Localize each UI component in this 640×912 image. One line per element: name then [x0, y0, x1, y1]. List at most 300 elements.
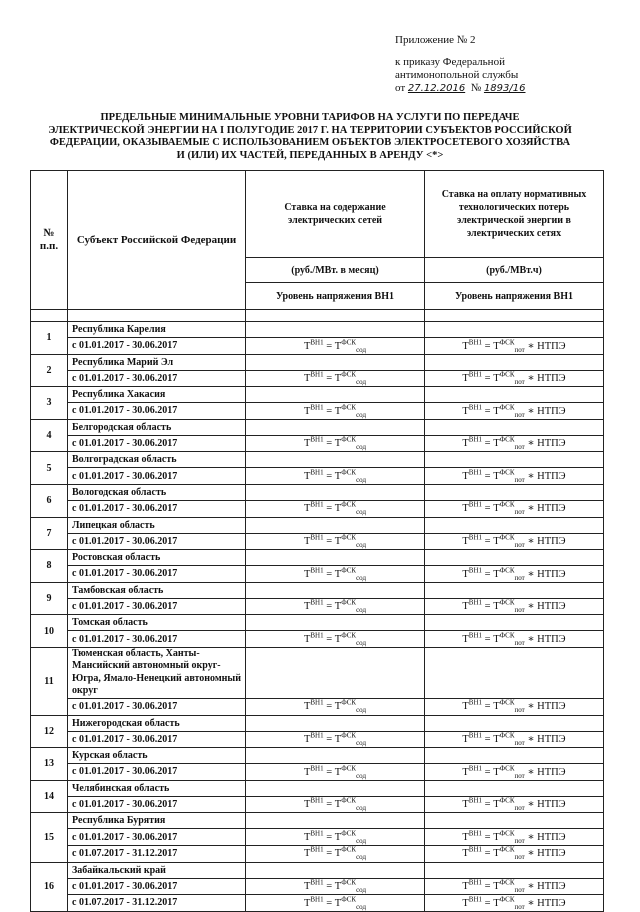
period-row: [31, 631, 604, 648]
formula-superscript: ВН1: [310, 338, 324, 346]
formula-equals: =: [323, 633, 335, 645]
formula-equals: =: [482, 438, 494, 450]
formula-subscript: пот: [514, 508, 525, 517]
formula-subscript: пот: [514, 739, 525, 748]
formula-subscript: сод: [356, 886, 367, 895]
losses-formula: [462, 566, 566, 582]
formula-equals: =: [482, 799, 494, 811]
losses-formula: [462, 598, 566, 615]
losses-voltage-level: Уровень напряжения ВН1: [425, 283, 604, 310]
maintenance-rate-cell: [246, 698, 425, 715]
formula-equals: =: [482, 568, 494, 580]
formula-equals: =: [323, 881, 335, 892]
subject-name: Курская область: [68, 748, 246, 764]
formula-superscript: ФСК: [341, 731, 357, 740]
subject-row: [31, 582, 604, 598]
formula-equals: =: [482, 633, 494, 645]
formula-equals: =: [323, 897, 335, 909]
subject-row: [31, 813, 604, 829]
maintenance-formula: [303, 598, 367, 615]
document-title: [30, 112, 590, 162]
empty-cell: [425, 550, 604, 566]
period: с 01.01.2017 - 30.06.2017: [68, 435, 246, 452]
formula-superscript: ФСК: [499, 845, 515, 854]
period: с 01.07.2017 - 31.12.2017: [68, 845, 246, 862]
row-number: 13: [31, 748, 68, 781]
subject-name: Липецкая область: [68, 517, 246, 533]
losses-formula: [462, 845, 566, 862]
formula-symbol: T: [303, 340, 311, 352]
formula-equals: =: [482, 536, 494, 548]
losses-rate-cell: [425, 566, 604, 583]
empty-cell: [246, 354, 425, 370]
period: с 01.01.2017 - 30.06.2017: [68, 338, 246, 355]
formula-equals: =: [482, 470, 494, 482]
maintenance-formula: [303, 566, 367, 582]
subject-name: Тюменская область, Ханты-Мансийский автономный округ-Югра, Ямало-Ненецкий автономный округ: [68, 647, 246, 698]
period: с 01.01.2017 - 30.06.2017: [68, 764, 246, 781]
formula-subscript: пот: [514, 706, 525, 715]
losses-rate-cell: [425, 370, 604, 387]
formula-superscript: ФСК: [499, 338, 515, 346]
formula-multiplier: ∗ НТПЭ: [524, 848, 566, 860]
empty-cell: [246, 615, 425, 631]
formula-superscript: ФСК: [341, 829, 357, 838]
period-row: [31, 895, 604, 912]
appendix-block: [395, 34, 525, 95]
formula-symbol: T: [462, 340, 469, 352]
subject-row: [31, 322, 604, 338]
period-row: [31, 338, 604, 355]
formula-subscript: пот: [514, 573, 525, 582]
formula-superscript: ФСК: [499, 598, 515, 607]
formula-subscript: сод: [356, 902, 367, 911]
losses-formula: [462, 895, 566, 911]
row-number: 10: [31, 615, 68, 648]
losses-formula: [462, 500, 566, 517]
empty-cell: [246, 419, 425, 435]
formula-symbol: T: [303, 881, 311, 892]
formula-equals: =: [482, 831, 494, 843]
formula-symbol: T: [303, 897, 311, 909]
losses-formula: [462, 338, 566, 354]
subject-name: Республика Марий Эл: [68, 354, 246, 370]
formula-symbol: T: [334, 470, 342, 482]
maintenance-formula: [303, 435, 367, 452]
formula-superscript: ВН1: [468, 731, 483, 740]
period: с 01.01.2017 - 30.06.2017: [68, 370, 246, 387]
maintenance-formula: [303, 403, 367, 419]
formula-subscript: сод: [356, 508, 367, 517]
formula-equals: =: [482, 340, 494, 352]
subject-name: Тамбовская область: [68, 582, 246, 598]
period-row: [31, 731, 604, 748]
formula-symbol: T: [303, 633, 311, 645]
formula-superscript: ФСК: [341, 845, 357, 854]
title-line: ЭЛЕКТРИЧЕСКОЙ ЭНЕРГИИ НА I ПОЛУГОДИЕ 2017 Г. НА ТЕРРИТОРИИ СУБЪЕКТОВ РОССИЙСКОЙ: [48, 124, 572, 136]
formula-subscript: сод: [356, 853, 367, 862]
subject-row: [31, 748, 604, 764]
formula-subscript: пот: [514, 771, 525, 780]
period: с 01.01.2017 - 30.06.2017: [68, 796, 246, 813]
formula-superscript: ВН1: [310, 500, 324, 509]
empty-cell: [425, 387, 604, 403]
formula-multiplier: ∗ НТПЭ: [524, 633, 566, 645]
formula-superscript: ВН1: [310, 731, 324, 740]
subject-name: Вологодская область: [68, 484, 246, 500]
period-row: [31, 829, 604, 846]
subject-name: Забайкальский край: [68, 862, 246, 878]
formula-symbol: T: [334, 701, 342, 713]
maintenance-rate-cell: [246, 468, 425, 485]
formula-superscript: ФСК: [341, 598, 357, 607]
tariff-rows: [31, 322, 604, 912]
maintenance-rate-cell: [246, 878, 425, 895]
formula-equals: =: [323, 831, 335, 843]
formula-subscript: сод: [356, 771, 367, 780]
maintenance-rate-cell: [246, 566, 425, 583]
row-number: 5: [31, 452, 68, 485]
formula-symbol: T: [303, 831, 311, 843]
formula-equals: =: [323, 601, 335, 613]
formula-symbol: T: [493, 373, 500, 385]
formula-superscript: ВН1: [310, 764, 324, 773]
formula-multiplier: ∗ НТПЭ: [524, 470, 566, 482]
row-number: 4: [31, 419, 68, 452]
formula-symbol: T: [334, 633, 342, 645]
formula-superscript: ВН1: [310, 370, 324, 379]
formula-multiplier: ∗ НТПЭ: [524, 405, 566, 417]
formula-equals: =: [323, 766, 335, 778]
empty-cell: [246, 748, 425, 764]
title-line: И (ИЛИ) ИХ ЧАСТЕЙ, ПЕРЕДАННЫХ В АРЕНДУ <*>: [176, 149, 444, 161]
formula-multiplier: ∗ НТПЭ: [524, 503, 566, 515]
formula-equals: =: [482, 701, 494, 713]
formula-symbol: T: [493, 568, 500, 580]
formula-equals: =: [323, 470, 335, 482]
formula-equals: =: [323, 734, 335, 746]
formula-subscript: пот: [514, 378, 525, 387]
subject-name: Республика Хакасия: [68, 387, 246, 403]
formula-symbol: T: [334, 405, 342, 417]
row-number: 1: [31, 322, 68, 355]
formula-multiplier: ∗ НТПЭ: [524, 734, 566, 746]
period-row: [31, 533, 604, 550]
formula-equals: =: [323, 848, 335, 860]
formula-multiplier: ∗ НТПЭ: [524, 568, 566, 580]
period-row: [31, 598, 604, 615]
formula-subscript: сод: [356, 573, 367, 582]
formula-symbol: T: [334, 848, 342, 860]
losses-formula: [462, 631, 566, 647]
row-number: 9: [31, 582, 68, 615]
maintenance-formula: [303, 829, 367, 845]
subject-name: Республика Бурятия: [68, 813, 246, 829]
empty-cell: [246, 452, 425, 468]
formula-superscript: ФСК: [499, 764, 515, 773]
formula-subscript: сод: [356, 378, 367, 387]
formula-superscript: ВН1: [310, 533, 324, 542]
row-number: 11: [31, 647, 68, 715]
maintenance-rate-cell: [246, 829, 425, 846]
formula-superscript: ВН1: [468, 403, 483, 412]
row-number: 7: [31, 517, 68, 550]
formula-symbol: T: [493, 701, 500, 713]
empty-cell: [246, 780, 425, 796]
formula-superscript: ФСК: [341, 370, 357, 379]
formula-superscript: ФСК: [499, 895, 515, 904]
formula-superscript: ФСК: [499, 500, 515, 509]
formula-superscript: ВН1: [468, 764, 483, 773]
formula-subscript: сод: [356, 706, 367, 715]
subject-row: [31, 517, 604, 533]
losses-formula: [462, 698, 566, 715]
formula-symbol: T: [493, 766, 500, 778]
formula-symbol: T: [493, 438, 500, 450]
formula-multiplier: ∗ НТПЭ: [524, 766, 566, 778]
formula-equals: =: [323, 568, 335, 580]
formula-multiplier: ∗ НТПЭ: [524, 701, 566, 713]
header-maintenance-rate: Ставка на содержание электрических сетей: [246, 171, 425, 258]
period: с 01.07.2017 - 31.12.2017: [68, 895, 246, 912]
formula-superscript: ФСК: [341, 435, 357, 444]
formula-symbol: T: [334, 799, 342, 811]
row-number: 15: [31, 813, 68, 862]
formula-symbol: T: [334, 831, 342, 843]
formula-superscript: ВН1: [468, 598, 483, 607]
formula-symbol: T: [334, 503, 342, 515]
formula-symbol: T: [462, 405, 469, 417]
formula-superscript: ВН1: [310, 796, 324, 805]
formula-superscript: ВН1: [468, 533, 483, 542]
formula-equals: =: [323, 438, 335, 450]
subject-row: [31, 615, 604, 631]
formula-symbol: T: [493, 405, 500, 417]
empty-cell: [246, 484, 425, 500]
formula-superscript: ФСК: [499, 533, 515, 542]
formula-superscript: ФСК: [499, 631, 515, 640]
empty-cell: [246, 813, 425, 829]
losses-rate-cell: [425, 895, 604, 912]
period: с 01.01.2017 - 30.06.2017: [68, 829, 246, 846]
losses-unit: (руб./МВт.ч): [425, 258, 604, 283]
empty-cell: [246, 582, 425, 598]
losses-formula: [462, 829, 566, 845]
formula-superscript: ФСК: [499, 468, 515, 477]
formula-superscript: ВН1: [310, 631, 324, 640]
formula-equals: =: [482, 373, 494, 385]
empty-cell: [425, 615, 604, 631]
formula-subscript: пот: [514, 475, 525, 484]
formula-symbol: T: [334, 601, 342, 613]
subject-name: Белгородская область: [68, 419, 246, 435]
subject-name: Волгоградская область: [68, 452, 246, 468]
formula-symbol: T: [303, 799, 311, 811]
period: с 01.01.2017 - 30.06.2017: [68, 731, 246, 748]
losses-rate-cell: [425, 403, 604, 420]
subject-row: [31, 387, 604, 403]
formula-symbol: T: [334, 536, 342, 548]
formula-superscript: ВН1: [310, 845, 324, 854]
maintenance-rate-cell: [246, 764, 425, 781]
maintenance-formula: [303, 764, 367, 780]
maintenance-voltage-level: Уровень напряжения ВН1: [246, 283, 425, 310]
formula-symbol: T: [462, 373, 469, 385]
formula-symbol: T: [334, 568, 342, 580]
formula-subscript: пот: [514, 410, 525, 419]
formula-superscript: ФСК: [341, 698, 357, 707]
formula-symbol: T: [493, 848, 500, 860]
formula-equals: =: [323, 503, 335, 515]
subject-row: [31, 419, 604, 435]
losses-rate-cell: [425, 764, 604, 781]
row-number: 3: [31, 387, 68, 420]
formula-subscript: сод: [356, 804, 367, 813]
formula-symbol: T: [334, 881, 342, 892]
formula-superscript: ВН1: [310, 598, 324, 607]
subject-row: [31, 862, 604, 878]
formula-superscript: ФСК: [341, 468, 357, 477]
period: с 01.01.2017 - 30.06.2017: [68, 403, 246, 420]
period: с 01.01.2017 - 30.06.2017: [68, 698, 246, 715]
losses-rate-cell: [425, 845, 604, 862]
maintenance-formula: [303, 698, 367, 715]
formula-equals: =: [482, 848, 494, 860]
formula-multiplier: ∗ НТПЭ: [524, 340, 566, 352]
formula-superscript: ФСК: [341, 338, 357, 346]
period-row: [31, 845, 604, 862]
losses-rate-cell: [425, 435, 604, 452]
formula-superscript: ВН1: [468, 500, 483, 509]
period-row: [31, 500, 604, 517]
formula-equals: =: [482, 881, 494, 892]
period-row: [31, 370, 604, 387]
formula-superscript: ВН1: [468, 435, 483, 444]
maintenance-formula: [303, 631, 367, 647]
period-row: [31, 698, 604, 715]
formula-subscript: пот: [514, 853, 525, 862]
formula-superscript: ФСК: [499, 796, 515, 805]
formula-superscript: ФСК: [499, 566, 515, 575]
formula-subscript: пот: [514, 902, 525, 911]
losses-formula: [462, 731, 566, 748]
formula-equals: =: [323, 340, 335, 352]
formula-symbol: T: [462, 848, 469, 860]
maintenance-rate-cell: [246, 631, 425, 648]
formula-superscript: ФСК: [499, 435, 515, 444]
maintenance-formula: [303, 370, 367, 387]
empty-cell: [425, 517, 604, 533]
formula-subscript: сод: [356, 541, 367, 550]
maintenance-formula: [303, 468, 367, 484]
formula-symbol: T: [493, 633, 500, 645]
empty-cell: [425, 452, 604, 468]
subject-row: [31, 484, 604, 500]
formula-subscript: сод: [356, 836, 367, 845]
number-prefix: №: [470, 82, 482, 94]
subject-row: [31, 780, 604, 796]
empty-cell: [425, 647, 604, 698]
formula-symbol: T: [493, 536, 500, 548]
period: с 01.01.2017 - 30.06.2017: [68, 566, 246, 583]
formula-symbol: T: [334, 340, 342, 352]
formula-multiplier: ∗ НТПЭ: [524, 897, 566, 909]
period-row: [31, 764, 604, 781]
subject-name: Томская область: [68, 615, 246, 631]
formula-subscript: пот: [514, 886, 525, 895]
period-row: [31, 435, 604, 452]
formula-symbol: T: [462, 831, 469, 843]
losses-rate-cell: [425, 500, 604, 517]
formula-symbol: T: [493, 799, 500, 811]
maintenance-formula: [303, 895, 367, 911]
formula-equals: =: [323, 799, 335, 811]
losses-formula: [462, 764, 566, 780]
formula-superscript: ВН1: [310, 566, 324, 575]
formula-symbol: T: [462, 503, 469, 515]
formula-superscript: ФСК: [341, 403, 357, 412]
formula-superscript: ФСК: [341, 764, 357, 773]
formula-symbol: T: [462, 601, 469, 613]
empty-cell: [425, 748, 604, 764]
row-number: 16: [31, 862, 68, 911]
formula-symbol: T: [303, 568, 311, 580]
formula-subscript: сод: [356, 739, 367, 748]
formula-subscript: сод: [356, 345, 367, 354]
order-date: 27.12.2016: [407, 83, 466, 94]
formula-symbol: T: [493, 881, 500, 892]
maintenance-rate-cell: [246, 845, 425, 862]
formula-symbol: T: [334, 897, 342, 909]
empty-cell: [246, 322, 425, 338]
maintenance-rate-cell: [246, 895, 425, 912]
formula-symbol: T: [462, 536, 469, 548]
formula-equals: =: [482, 601, 494, 613]
maintenance-rate-cell: [246, 533, 425, 550]
formula-symbol: T: [303, 536, 311, 548]
appendix-order-line2: антимонопольной службы: [395, 69, 519, 81]
empty-cell: [246, 550, 425, 566]
empty-cell: [425, 419, 604, 435]
formula-superscript: ВН1: [468, 631, 483, 640]
period-row: [31, 878, 604, 895]
header-losses-rate: Ставка на оплату нормативных технологических потерь электрической энергии в электрических сетях: [425, 171, 604, 258]
formula-symbol: T: [462, 568, 469, 580]
maintenance-formula: [303, 796, 367, 813]
period-row: [31, 468, 604, 485]
formula-symbol: T: [303, 503, 311, 515]
formula-superscript: ВН1: [310, 435, 324, 444]
formula-superscript: ФСК: [499, 829, 515, 838]
appendix-label: Приложение № 2: [395, 34, 476, 46]
subject-row: [31, 715, 604, 731]
empty-cell: [246, 517, 425, 533]
formula-superscript: ВН1: [310, 698, 324, 707]
maintenance-unit: (руб./МВт. в месяц): [246, 258, 425, 283]
losses-formula: [462, 468, 566, 484]
losses-formula: [462, 796, 566, 813]
formula-subscript: пот: [514, 345, 525, 354]
maintenance-formula: [303, 878, 367, 895]
period: с 01.01.2017 - 30.06.2017: [68, 631, 246, 648]
formula-subscript: пот: [514, 606, 525, 615]
formula-superscript: ВН1: [310, 895, 324, 904]
maintenance-formula: [303, 500, 367, 517]
formula-subscript: пот: [514, 804, 525, 813]
formula-symbol: T: [493, 734, 500, 746]
formula-superscript: ФСК: [341, 533, 357, 542]
empty-cell: [425, 322, 604, 338]
